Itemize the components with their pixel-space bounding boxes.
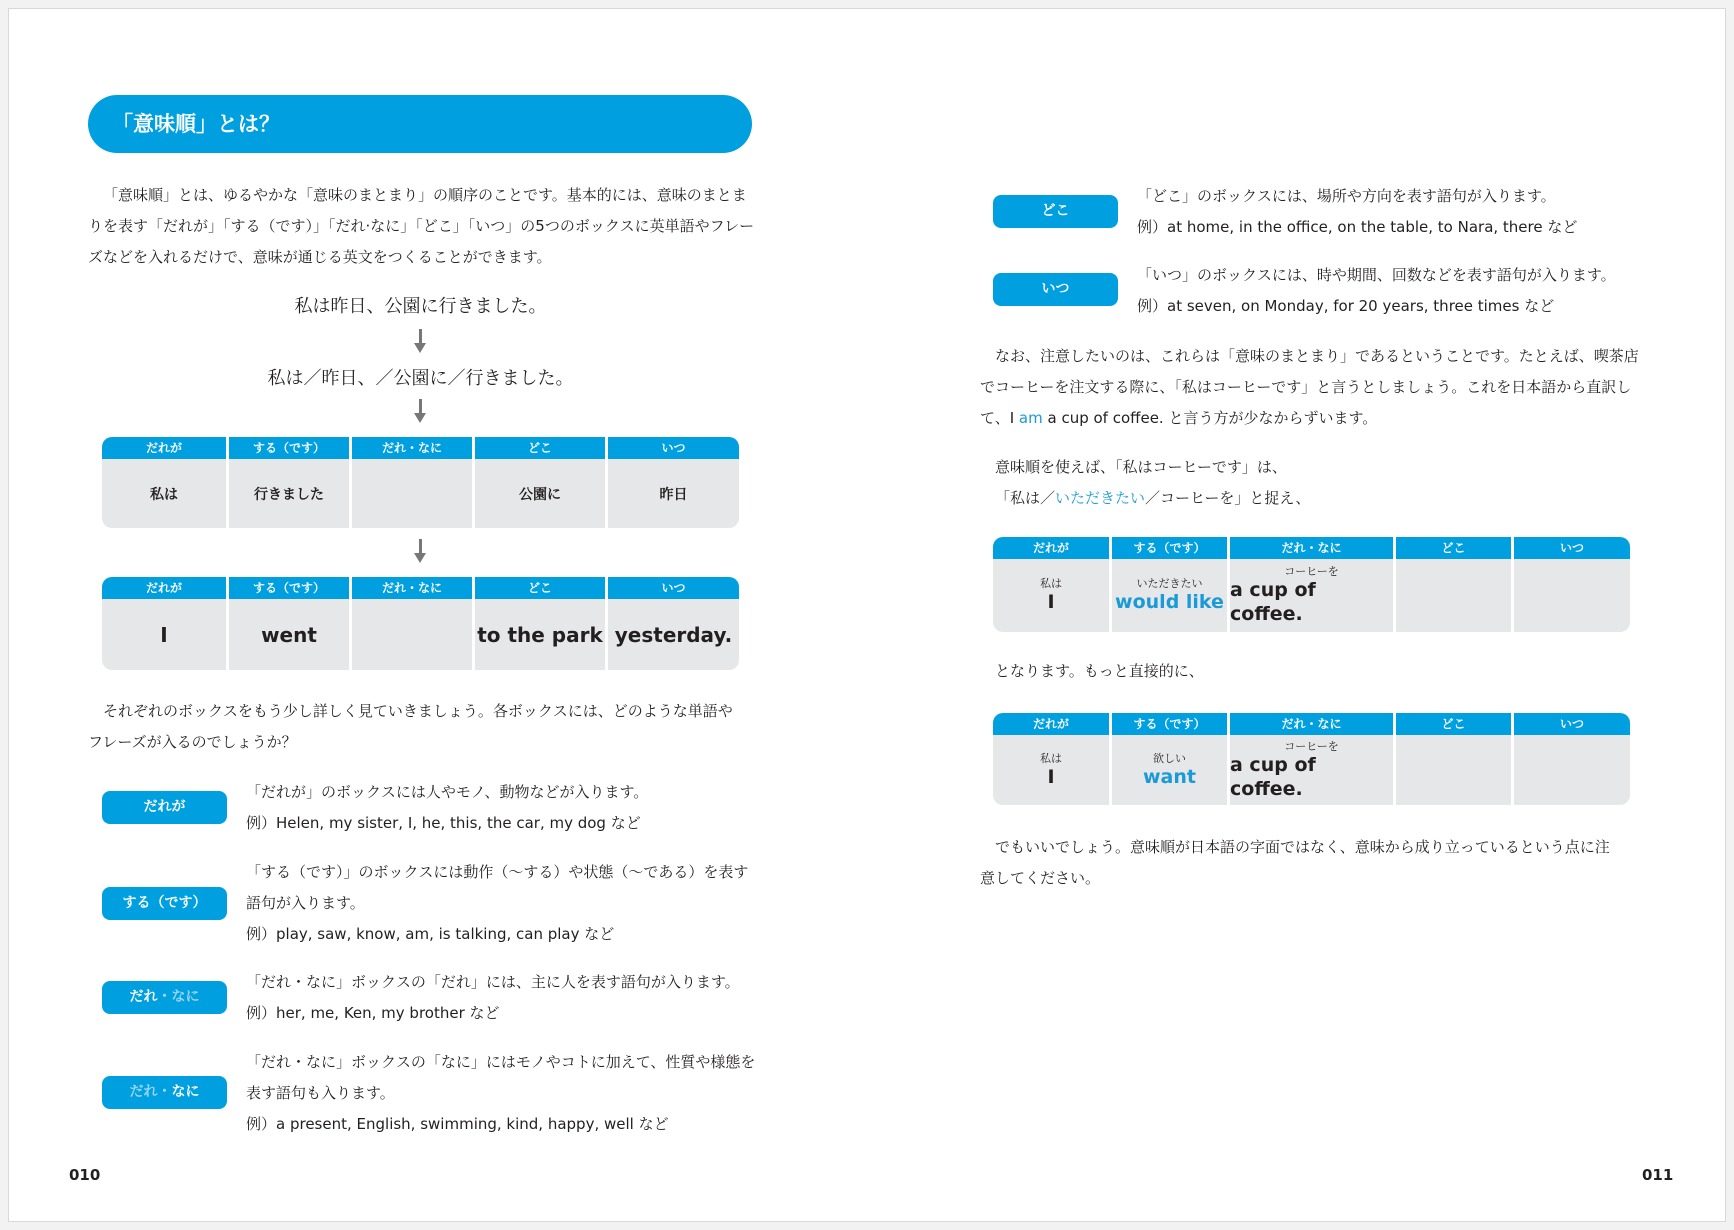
paragraph-line: でもいいでしょう。意味順が日本語の字面ではなく、意味から成り立っているという点に注 [995,838,1610,856]
cell-value: a cup of coffee. [1230,753,1316,800]
label-part: なに [171,1084,200,1100]
intro-line: ズなどを入れるだけで、意味が通じる英文をつくることができます。 [88,248,552,266]
closing-paragraph [980,832,1610,894]
table-cell [352,599,472,670]
desc-example: 例）Helen, my sister, I, he, this, the car, my dog など [246,814,641,832]
table-cell [1396,735,1511,805]
cell-gloss: コーヒーを [1284,565,1339,578]
column-header: だれ・なに [352,577,472,599]
paragraph-line: 意してください。 [980,869,1101,887]
cell-gloss: 私は [1040,577,1062,590]
table-column [1514,537,1630,632]
cell-value: want [1143,765,1196,788]
table-column [352,437,472,528]
column-header: どこ [475,437,605,459]
table-cell [993,735,1109,805]
table-cell [352,459,472,528]
desc-dare [246,967,740,1029]
table-cell [102,459,226,528]
desc-line: 「だれ・なに」ボックスの「なに」にはモノやコトに加えて、性質や様態を [246,1053,756,1071]
cell-value: I [1047,765,1055,788]
table-column [229,437,349,528]
desc-doko [1137,181,1577,243]
table-cell [1514,559,1630,632]
paragraph-line [980,403,1639,434]
column-header: だれが [102,577,226,599]
table-column [993,713,1109,805]
column-header: だれが [993,537,1109,559]
paragraph-line: 意味順を使えば、「私はコーヒーです」は、 [995,458,1287,476]
label-part-dim: だれ・ [129,1084,172,1100]
column-header: いつ [608,577,739,599]
table-column [475,577,605,670]
paragraph-line: なお、注意したいのは、これらは「意味のまとまり」であるということです。たとえば、喫茶店 [995,347,1639,365]
example-split: 私は／昨日、／公園に／行きました。 [267,368,574,389]
column-header: いつ [1514,537,1630,559]
paragraph-line [980,483,1310,514]
desc-line: 表す語句も入ります。 [246,1084,395,1102]
desc-itsu [1137,260,1616,322]
cell-value: 公園に [519,486,561,503]
table-cell [993,559,1109,632]
highlight-itadakitai: いただきたい [1055,489,1146,507]
table-column [1514,713,1630,805]
cell-gloss: 欲しい [1153,751,1186,765]
column-header: する（です） [229,577,349,599]
label-part: だれ [129,989,158,1005]
table-column [1396,713,1511,805]
table-cell [1396,559,1511,632]
desc-example: 例）at seven, on Monday, for 20 years, three times など [1137,297,1555,315]
label-doko: どこ [993,195,1118,228]
column-header: だれ・なに [1230,713,1393,735]
intro-line: 「意味順」とは、ゆるやかな「意味のまとまり」の順序のことです。基本的には、意味のまとま [103,186,747,204]
cell-value: 私は [150,486,178,503]
cell-value: I [1047,591,1055,613]
intro-paragraph [88,180,754,273]
desc-line: 「だれが」のボックスには人やモノ、動物などが入ります。 [246,783,649,801]
table-cell [229,599,349,670]
down-arrow-icon [414,413,426,423]
label-dare-ga: だれが [102,791,227,824]
column-header: だれ・なに [1230,537,1393,559]
table-cell [1230,559,1393,632]
label-itsu: いつ [993,273,1118,306]
cell-value: would like [1115,591,1224,613]
table-column [229,577,349,670]
cell-gloss: 私は [1040,751,1062,765]
table-cell [475,599,605,670]
table-column [102,437,226,528]
column-header: だれが [102,437,226,459]
desc-example: 例）her, me, Ken, my brother など [246,1004,500,1022]
imijun-paragraph [980,452,1310,514]
label-suru: する（です） [102,887,227,920]
down-arrow-icon [414,343,426,353]
table-cell [229,459,349,528]
middle-text: となります。もっと直接的に、 [995,662,1204,680]
table-column [1230,537,1393,632]
table-cell [102,599,226,670]
table-column [1112,537,1227,632]
label-part-dim: ・なに [157,989,200,1005]
want-table [993,713,1630,805]
cell-value: a cup of coffee. [1230,579,1316,625]
label-nani [102,1076,227,1109]
table-column [1396,537,1511,632]
text: 「私は／ [995,489,1056,507]
cell-gloss: いただきたい [1136,577,1203,590]
label-dare [102,981,227,1014]
desc-nani [246,1047,755,1140]
table-column [608,577,739,670]
table-cell [1230,735,1393,805]
cell-value: to the park [477,622,603,647]
table-column [993,537,1109,632]
desc-dare-ga [246,777,648,839]
column-header: どこ [1396,713,1511,735]
desc-line: 「する（です）」のボックスには動作（～する）や状態（～である）を表す [246,863,749,881]
down-arrow-icon [414,553,426,563]
page-number-right: 011 [1642,1166,1674,1184]
table-column [475,437,605,528]
cell-gloss: コーヒーを [1284,739,1339,753]
desc-line: 語句が入ります。 [246,894,365,912]
text: a cup of coffee. と言う方が少なからずいます。 [1042,409,1378,427]
desc-example: 例）play, saw, know, am, is talking, can play など [246,925,615,943]
desc-line: 「いつ」のボックスには、時や期間、回数などを表す語句が入ります。 [1137,266,1616,284]
would-like-table [993,537,1630,632]
table-cell [1112,735,1227,805]
column-header: する（です） [1112,537,1227,559]
english-order-table [102,577,739,670]
desc-line: 「どこ」のボックスには、場所や方向を表す語句が入ります。 [1137,187,1556,205]
table-column [1112,713,1227,805]
cell-value: I [160,622,168,647]
section-title: 「意味順」とは？ [88,95,752,153]
paragraph-line: それぞれのボックスをもう少し詳しく見ていきましょう。各ボックスには、どのような単語や [103,702,733,720]
column-header: する（です） [1112,713,1227,735]
box-intro-paragraph [88,696,733,758]
table-column [352,577,472,670]
cell-value: 昨日 [659,486,688,503]
cell-value: 行きました [254,486,324,503]
note-paragraph [980,341,1639,434]
cell-value: went [261,622,317,647]
column-header: だれ・なに [352,437,472,459]
table-cell [608,599,739,670]
column-header: する（です） [229,437,349,459]
table-column [608,437,739,528]
intro-line: りを表す「だれが」「する（です）」「だれ·なに」「どこ」「いつ」の5つのボックスに英単語やフレー [88,217,755,235]
text: て、I [980,409,1019,427]
table-cell [1112,559,1227,632]
text: ／コーヒーを」と捉え、 [1145,489,1311,507]
column-header: どこ [475,577,605,599]
page-number-left: 010 [69,1166,101,1184]
column-header: いつ [1514,713,1630,735]
desc-suru [246,857,748,950]
cell-value: yesterday. [614,622,733,647]
highlight-am: am [1018,409,1043,427]
table-cell [608,459,739,528]
column-header: だれが [993,713,1109,735]
japanese-order-table [102,437,739,528]
column-header: いつ [608,437,739,459]
column-header: どこ [1396,537,1511,559]
desc-example: 例）at home, in the office, on the table, to Nara, there など [1137,218,1578,236]
paragraph-line: でコーヒーを注文する際に、「私はコーヒーです」と言うとしましょう。これを日本語から直訳し [980,378,1632,396]
desc-example: 例）a present, English, swimming, kind, happy, well など [246,1115,669,1133]
desc-line: 「だれ・なに」ボックスの「だれ」には、主に人を表す語句が入ります。 [246,973,740,991]
paragraph-line: フレーズが入るのでしょうか？ [88,733,297,751]
table-column [1230,713,1393,805]
table-cell [1514,735,1630,805]
table-cell [475,459,605,528]
example-sentence: 私は昨日、公園に行きました。 [294,296,547,317]
table-column [102,577,226,670]
